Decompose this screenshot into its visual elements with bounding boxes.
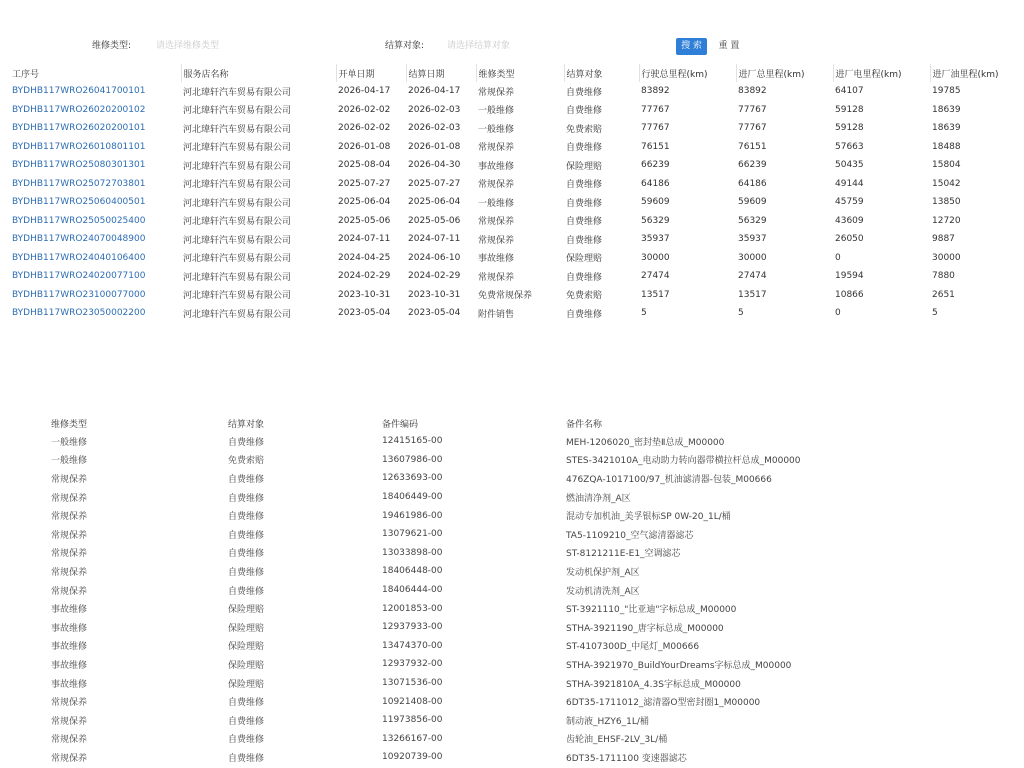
orders-cell: 2025-07-27 bbox=[408, 178, 461, 189]
parts-cell: 常规保养 bbox=[51, 530, 88, 541]
parts-column-header: 备件名称 bbox=[566, 419, 603, 430]
parts-table-row bbox=[49, 469, 809, 488]
orders-cell: 2024-02-29 bbox=[408, 271, 461, 282]
orders-cell: 2024-02-29 bbox=[338, 271, 391, 282]
parts-cell: 6DT35-1711100 变速器滤芯 bbox=[566, 753, 687, 764]
parts-cell: ST-4107300D_中尾灯_M00666 bbox=[566, 642, 700, 653]
parts-cell: 13266167-00 bbox=[382, 733, 443, 744]
orders-cell: 2026-02-03 bbox=[408, 123, 461, 134]
orders-cell: 83892 bbox=[641, 86, 670, 97]
orders-cell: 河北瑋轩汽车贸易有限公司 bbox=[183, 291, 292, 302]
orders-cell: 2651 bbox=[932, 289, 955, 300]
parts-cell: 13071536-00 bbox=[382, 678, 443, 689]
orders-table-row bbox=[10, 212, 1010, 231]
orders-cell: 河北瑋轩汽车贸易有限公司 bbox=[183, 161, 292, 172]
orders-cell: 57663 bbox=[835, 141, 864, 152]
orders-cell: 2026-04-17 bbox=[408, 86, 461, 97]
orders-cell: 66239 bbox=[738, 160, 767, 171]
parts-cell: 事故维修 bbox=[51, 679, 88, 690]
parts-cell: 一般维修 bbox=[51, 456, 88, 467]
parts-table-row bbox=[49, 748, 809, 767]
work-order-link[interactable]: BYDHB117WRO25060400501 bbox=[12, 197, 146, 208]
orders-cell: 15042 bbox=[932, 178, 961, 189]
work-order-link[interactable]: BYDHB117WRO25050025400 bbox=[12, 215, 146, 226]
orders-table-row bbox=[10, 119, 1010, 138]
parts-table-row bbox=[49, 488, 809, 507]
orders-cell: 7880 bbox=[932, 271, 955, 282]
orders-cell: 2023-10-31 bbox=[408, 289, 461, 300]
parts-column-header: 结算对象 bbox=[228, 419, 265, 430]
parts-cell: 13607986-00 bbox=[382, 454, 443, 465]
orders-cell: 事故维修 bbox=[478, 254, 515, 265]
orders-cell: 常规保养 bbox=[478, 87, 515, 98]
orders-cell: 2024-06-10 bbox=[408, 252, 461, 263]
parts-cell: 保险理赔 bbox=[228, 623, 265, 634]
parts-cell: 18406444-00 bbox=[382, 585, 443, 596]
orders-cell: 18488 bbox=[932, 141, 961, 152]
parts-cell: STES-3421010A_电动助力转向器带横拉杆总成_M00000 bbox=[566, 456, 801, 467]
parts-table-row bbox=[49, 655, 809, 674]
orders-cell: 一般维修 bbox=[478, 198, 515, 209]
parts-cell: 13033898-00 bbox=[382, 547, 443, 558]
parts-cell: ST-3921110_"比亚迪"字标总成_M00000 bbox=[566, 605, 737, 616]
orders-cell: 18639 bbox=[932, 104, 961, 115]
orders-cell: 66239 bbox=[641, 160, 670, 171]
orders-cell: 77767 bbox=[641, 104, 670, 115]
orders-cell: 30000 bbox=[738, 252, 767, 263]
parts-cell: 保险理赔 bbox=[228, 679, 265, 690]
orders-cell: 保险理赔 bbox=[566, 161, 603, 172]
parts-cell: 10920739-00 bbox=[382, 752, 443, 763]
orders-cell: 2025-08-04 bbox=[338, 160, 391, 171]
orders-cell: 0 bbox=[835, 308, 841, 319]
orders-cell: 59128 bbox=[835, 123, 864, 134]
orders-table-row bbox=[10, 193, 1010, 212]
orders-cell: 河北瑋轩汽车贸易有限公司 bbox=[183, 235, 292, 246]
parts-table-row bbox=[49, 674, 809, 693]
orders-cell: 35937 bbox=[641, 234, 670, 245]
parts-cell: 自费维修 bbox=[228, 530, 265, 541]
parts-cell: 常规保养 bbox=[51, 493, 88, 504]
search-button[interactable]: 搜 索 bbox=[676, 38, 707, 55]
settlement-label: 结算对象: bbox=[385, 41, 425, 51]
work-order-link[interactable]: BYDHB117WRO24070048900 bbox=[12, 234, 146, 245]
orders-cell: 27474 bbox=[641, 271, 670, 282]
parts-cell: 常规保养 bbox=[51, 716, 88, 727]
orders-cell: 2026-02-02 bbox=[338, 123, 391, 134]
parts-table-row bbox=[49, 525, 809, 544]
orders-cell: 77767 bbox=[738, 104, 767, 115]
parts-cell: 12633693-00 bbox=[382, 473, 443, 484]
parts-cell: 12937933-00 bbox=[382, 622, 443, 633]
parts-cell: 混动专加机油_美孚银标SP 0W-20_1L/桶 bbox=[566, 512, 731, 523]
orders-cell: 64186 bbox=[641, 178, 670, 189]
orders-cell: 19594 bbox=[835, 271, 864, 282]
work-order-link[interactable]: BYDHB117WRO23100077000 bbox=[12, 289, 146, 300]
parts-cell: 免费索赔 bbox=[228, 456, 265, 467]
orders-cell: 常规保养 bbox=[478, 235, 515, 246]
orders-cell: 2026-01-08 bbox=[338, 141, 391, 152]
orders-cell: 26050 bbox=[835, 234, 864, 245]
orders-cell: 83892 bbox=[738, 86, 767, 97]
orders-column-header: 结算对象 bbox=[564, 64, 639, 82]
orders-cell: 河北瑋轩汽车贸易有限公司 bbox=[183, 180, 292, 191]
parts-cell: 6DT35-1711012_滤清器O型密封圈1_M00000 bbox=[566, 698, 761, 709]
parts-cell: 制动液_HZY6_1L/桶 bbox=[566, 716, 649, 727]
parts-cell: 自费维修 bbox=[228, 512, 265, 523]
parts-table-row bbox=[49, 730, 809, 749]
orders-cell: 河北瑋轩汽车贸易有限公司 bbox=[183, 309, 292, 320]
orders-cell: 2025-06-04 bbox=[408, 197, 461, 208]
parts-cell: 自费维修 bbox=[228, 586, 265, 597]
orders-cell: 河北瑋轩汽车贸易有限公司 bbox=[183, 106, 292, 117]
parts-cell: 常规保养 bbox=[51, 698, 88, 709]
orders-cell: 2025-05-06 bbox=[408, 215, 461, 226]
orders-cell: 2024-07-11 bbox=[338, 234, 391, 245]
parts-cell: 常规保养 bbox=[51, 474, 88, 485]
orders-cell: 43609 bbox=[835, 215, 864, 226]
parts-cell: 13079621-00 bbox=[382, 529, 443, 540]
orders-cell: 2026-02-02 bbox=[338, 104, 391, 115]
parts-cell: STHA-3921190_唐字标总成_M00000 bbox=[566, 623, 724, 634]
orders-cell: 35937 bbox=[738, 234, 767, 245]
orders-cell: 一般维修 bbox=[478, 106, 515, 117]
orders-cell: 自费维修 bbox=[566, 87, 603, 98]
orders-cell: 19785 bbox=[932, 86, 961, 97]
parts-cell: 常规保养 bbox=[51, 549, 88, 560]
orders-cell: 自费维修 bbox=[566, 198, 603, 209]
parts-cell: 自费维修 bbox=[228, 735, 265, 746]
parts-cell: 一般维修 bbox=[51, 437, 88, 448]
parts-cell: 自费维修 bbox=[228, 698, 265, 709]
orders-column-header: 结算日期 bbox=[406, 64, 476, 82]
orders-cell: 59609 bbox=[738, 197, 767, 208]
orders-cell: 河北瑋轩汽车贸易有限公司 bbox=[183, 87, 292, 98]
parts-table-row bbox=[49, 599, 809, 618]
parts-cell: MEH-1206020_密封垫Ⅱ总成_M00000 bbox=[566, 437, 725, 448]
orders-table-row bbox=[10, 156, 1010, 175]
orders-cell: 2025-07-27 bbox=[338, 178, 391, 189]
orders-cell: 0 bbox=[835, 252, 841, 263]
parts-cell: 自费维修 bbox=[228, 549, 265, 560]
orders-cell: 2026-01-08 bbox=[408, 141, 461, 152]
orders-cell: 13517 bbox=[641, 289, 670, 300]
orders-cell: 常规保养 bbox=[478, 217, 515, 228]
parts-cell: 保险理赔 bbox=[228, 642, 265, 653]
orders-cell: 13850 bbox=[932, 197, 961, 208]
parts-cell: STHA-3921970_BuildYourDreams字标总成_M00000 bbox=[566, 660, 792, 671]
work-order-link[interactable]: BYDHB117WRO25072703801 bbox=[12, 178, 146, 189]
orders-table-row bbox=[10, 267, 1010, 286]
parts-table-row bbox=[49, 506, 809, 525]
orders-cell: 56329 bbox=[738, 215, 767, 226]
orders-cell: 河北瑋轩汽车贸易有限公司 bbox=[183, 217, 292, 228]
orders-cell: 13517 bbox=[738, 289, 767, 300]
orders-cell: 保险理赔 bbox=[566, 254, 603, 265]
orders-cell: 50435 bbox=[835, 160, 864, 171]
parts-table-row bbox=[49, 544, 809, 563]
parts-table bbox=[49, 414, 809, 767]
parts-cell: 常规保养 bbox=[51, 753, 88, 764]
orders-table-row bbox=[10, 175, 1010, 194]
orders-cell: 2023-05-04 bbox=[408, 308, 461, 319]
parts-cell: 自费维修 bbox=[228, 567, 265, 578]
orders-cell: 30000 bbox=[932, 252, 961, 263]
parts-cell: 燃油清净剂_A区 bbox=[566, 493, 631, 504]
orders-column-header: 维修类型 bbox=[476, 64, 564, 82]
work-order-link[interactable]: BYDHB117WRO23050002200 bbox=[12, 308, 146, 319]
orders-cell: 64107 bbox=[835, 86, 864, 97]
parts-table-row bbox=[49, 432, 809, 451]
orders-cell: 15804 bbox=[932, 160, 961, 171]
work-order-link[interactable]: BYDHB117WRO26020200102 bbox=[12, 104, 146, 115]
orders-cell: 免费索赔 bbox=[566, 124, 603, 135]
parts-cell: 自费维修 bbox=[228, 716, 265, 727]
orders-cell: 免费常规保养 bbox=[478, 291, 533, 302]
orders-cell: 5 bbox=[932, 308, 938, 319]
repair-type-select[interactable] bbox=[156, 39, 306, 53]
reset-button[interactable]: 重 置 bbox=[714, 38, 744, 55]
parts-cell: 18406448-00 bbox=[382, 566, 443, 577]
orders-table-row bbox=[10, 101, 1010, 120]
orders-table-row bbox=[10, 249, 1010, 268]
work-order-link[interactable]: BYDHB117WRO24020077100 bbox=[12, 271, 146, 282]
parts-cell: STHA-3921810A_4.3S字标总成_M00000 bbox=[566, 679, 741, 690]
parts-cell: 10921408-00 bbox=[382, 696, 443, 707]
orders-table bbox=[10, 64, 1010, 323]
parts-table-row bbox=[49, 581, 809, 600]
parts-cell: 476ZQA-1017100/97_机油滤清器-包装_M00666 bbox=[566, 474, 772, 485]
parts-cell: 自费维修 bbox=[228, 753, 265, 764]
orders-cell: 49144 bbox=[835, 178, 864, 189]
parts-column-header: 维修类型 bbox=[51, 419, 88, 430]
parts-table-row bbox=[49, 637, 809, 656]
parts-table-row bbox=[49, 711, 809, 730]
repair-type-label: 维修类型: bbox=[92, 41, 132, 51]
orders-cell: 自费维修 bbox=[566, 217, 603, 228]
orders-cell: 自费维修 bbox=[566, 309, 603, 320]
parts-cell: 常规保养 bbox=[51, 586, 88, 597]
orders-column-header: 行驶总里程(km) bbox=[639, 64, 736, 82]
orders-cell: 2024-07-11 bbox=[408, 234, 461, 245]
parts-cell: 事故维修 bbox=[51, 642, 88, 653]
parts-cell: 12937932-00 bbox=[382, 659, 443, 670]
orders-cell: 河北瑋轩汽车贸易有限公司 bbox=[183, 124, 292, 135]
parts-cell: 事故维修 bbox=[51, 623, 88, 634]
orders-cell: 一般维修 bbox=[478, 124, 515, 135]
parts-cell: 常规保养 bbox=[51, 735, 88, 746]
orders-cell: 12720 bbox=[932, 215, 961, 226]
parts-cell: ST-8121211E-E1_空调滤芯 bbox=[566, 549, 681, 560]
parts-cell: 常规保养 bbox=[51, 512, 88, 523]
parts-cell: 13474370-00 bbox=[382, 640, 443, 651]
orders-cell: 9887 bbox=[932, 234, 955, 245]
parts-cell: TA5-1109210_空气滤清器滤芯 bbox=[566, 530, 694, 541]
parts-cell: 保险理赔 bbox=[228, 660, 265, 671]
orders-cell: 常规保养 bbox=[478, 272, 515, 283]
orders-cell: 2026-04-17 bbox=[338, 86, 391, 97]
parts-table-row bbox=[49, 692, 809, 711]
orders-cell: 河北瑋轩汽车贸易有限公司 bbox=[183, 198, 292, 209]
orders-cell: 5 bbox=[641, 308, 647, 319]
orders-table-row bbox=[10, 230, 1010, 249]
orders-cell: 自费维修 bbox=[566, 272, 603, 283]
orders-table-row bbox=[10, 138, 1010, 157]
orders-cell: 2026-02-03 bbox=[408, 104, 461, 115]
orders-cell: 2024-04-25 bbox=[338, 252, 391, 263]
orders-cell: 64186 bbox=[738, 178, 767, 189]
parts-cell: 自费维修 bbox=[228, 437, 265, 448]
orders-cell: 自费维修 bbox=[566, 143, 603, 154]
orders-cell: 2026-04-30 bbox=[408, 160, 461, 171]
parts-table-row bbox=[49, 618, 809, 637]
parts-cell: 11973856-00 bbox=[382, 715, 443, 726]
orders-cell: 77767 bbox=[738, 123, 767, 134]
parts-cell: 12415165-00 bbox=[382, 436, 443, 447]
settlement-select[interactable] bbox=[447, 39, 597, 53]
parts-cell: 发动机保护剂_A区 bbox=[566, 567, 640, 578]
work-order-link[interactable]: BYDHB117WRO25080301301 bbox=[12, 160, 146, 171]
orders-cell: 河北瑋轩汽车贸易有限公司 bbox=[183, 254, 292, 265]
parts-cell: 12001853-00 bbox=[382, 603, 443, 614]
orders-column-header: 进厂油里程(km) bbox=[932, 69, 999, 80]
parts-cell: 发动机清洗剂_A区 bbox=[566, 586, 640, 597]
orders-cell: 河北瑋轩汽车贸易有限公司 bbox=[183, 272, 292, 283]
orders-cell: 45759 bbox=[835, 197, 864, 208]
orders-column-header: 进厂电里程(km) bbox=[833, 64, 930, 82]
orders-cell: 2023-05-04 bbox=[338, 308, 391, 319]
orders-cell: 59609 bbox=[641, 197, 670, 208]
orders-cell: 10866 bbox=[835, 289, 864, 300]
parts-cell: 18406449-00 bbox=[382, 492, 443, 503]
orders-cell: 自费维修 bbox=[566, 106, 603, 117]
orders-cell: 2025-05-06 bbox=[338, 215, 391, 226]
work-order-link[interactable]: BYDHB117WRO26041700101 bbox=[12, 86, 146, 97]
orders-cell: 27474 bbox=[738, 271, 767, 282]
orders-cell: 18639 bbox=[932, 123, 961, 134]
orders-cell: 5 bbox=[738, 308, 744, 319]
orders-cell: 自费维修 bbox=[566, 235, 603, 246]
orders-cell: 30000 bbox=[641, 252, 670, 263]
orders-cell: 常规保养 bbox=[478, 143, 515, 154]
orders-cell: 事故维修 bbox=[478, 161, 515, 172]
parts-table-row bbox=[49, 451, 809, 470]
parts-cell: 事故维修 bbox=[51, 605, 88, 616]
parts-cell: 保险理赔 bbox=[228, 605, 265, 616]
parts-cell: 常规保养 bbox=[51, 567, 88, 578]
orders-cell: 常规保养 bbox=[478, 180, 515, 191]
parts-column-header: 备件编码 bbox=[382, 419, 419, 430]
orders-header-row bbox=[10, 64, 1010, 82]
parts-header-row bbox=[49, 414, 809, 432]
work-order-link[interactable]: BYDHB117WRO26020200101 bbox=[12, 123, 146, 134]
orders-column-header: 服务店名称 bbox=[181, 64, 336, 82]
orders-column-header: 进厂总里程(km) bbox=[736, 64, 833, 82]
orders-cell: 河北瑋轩汽车贸易有限公司 bbox=[183, 143, 292, 154]
orders-cell: 59128 bbox=[835, 104, 864, 115]
parts-table-row bbox=[49, 562, 809, 581]
orders-cell: 2023-10-31 bbox=[338, 289, 391, 300]
parts-cell: 齿轮油_EHSF-2LV_3L/桶 bbox=[566, 735, 668, 746]
orders-column-header: 开单日期 bbox=[336, 64, 406, 82]
orders-cell: 免费索赔 bbox=[566, 291, 603, 302]
work-order-link[interactable]: BYDHB117WRO24040106400 bbox=[12, 252, 146, 263]
orders-cell: 自费维修 bbox=[566, 180, 603, 191]
orders-table-row bbox=[10, 82, 1010, 101]
orders-cell: 2025-06-04 bbox=[338, 197, 391, 208]
parts-cell: 19461986-00 bbox=[382, 510, 443, 521]
orders-table-row bbox=[10, 304, 1010, 323]
parts-cell: 自费维修 bbox=[228, 474, 265, 485]
orders-column-header: 工序号 bbox=[10, 64, 181, 82]
orders-cell: 附件销售 bbox=[478, 309, 515, 320]
parts-cell: 自费维修 bbox=[228, 493, 265, 504]
orders-cell: 76151 bbox=[641, 141, 670, 152]
orders-cell: 56329 bbox=[641, 215, 670, 226]
work-order-link[interactable]: BYDHB117WRO26010801101 bbox=[12, 141, 146, 152]
orders-table-row bbox=[10, 286, 1010, 305]
parts-cell: 事故维修 bbox=[51, 660, 88, 671]
orders-cell: 77767 bbox=[641, 123, 670, 134]
orders-cell: 76151 bbox=[738, 141, 767, 152]
